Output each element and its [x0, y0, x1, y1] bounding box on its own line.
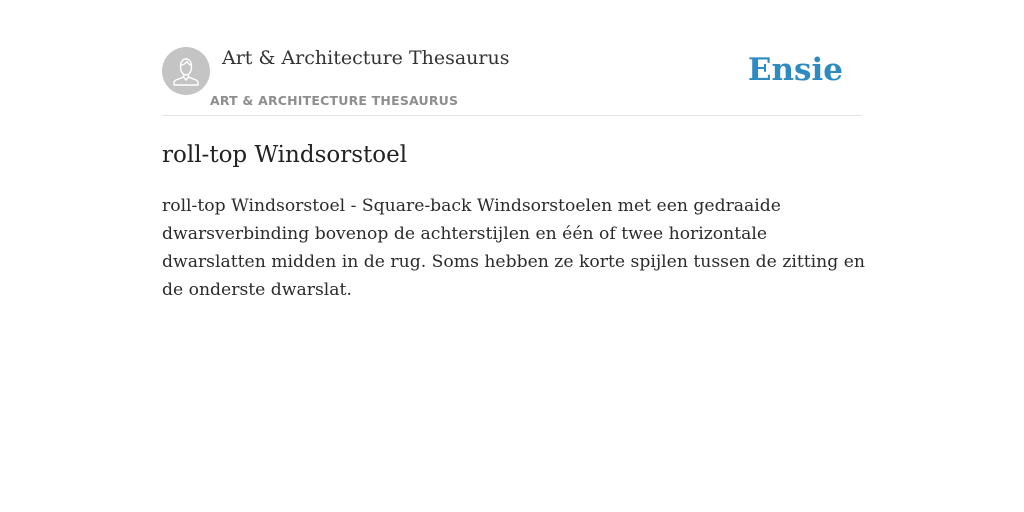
entry-definition: roll-top Windsorstoel - Square-back Windsorstoelen met een gedraaide dwarsverbinding bovenop de achterstijlen en één of twee horizontale dwarslatten midden in de rug. Soms hebben ze korte spijlen tussen de zitting en de onderste dwarslat. [162, 196, 865, 300]
source-avatar[interactable] [162, 47, 210, 95]
user-placeholder-icon [162, 47, 210, 95]
source-title-link[interactable]: Art & Architecture Thesaurus [222, 47, 510, 69]
page-container [162, 0, 865, 300]
source-subtitle: ART & ARCHITECTURE THESAURUS [210, 93, 459, 108]
entry-title: roll-top Windsorstoel [162, 142, 408, 168]
ensie-logo[interactable]: Ensie [747, 52, 843, 88]
source-header [162, 0, 862, 116]
